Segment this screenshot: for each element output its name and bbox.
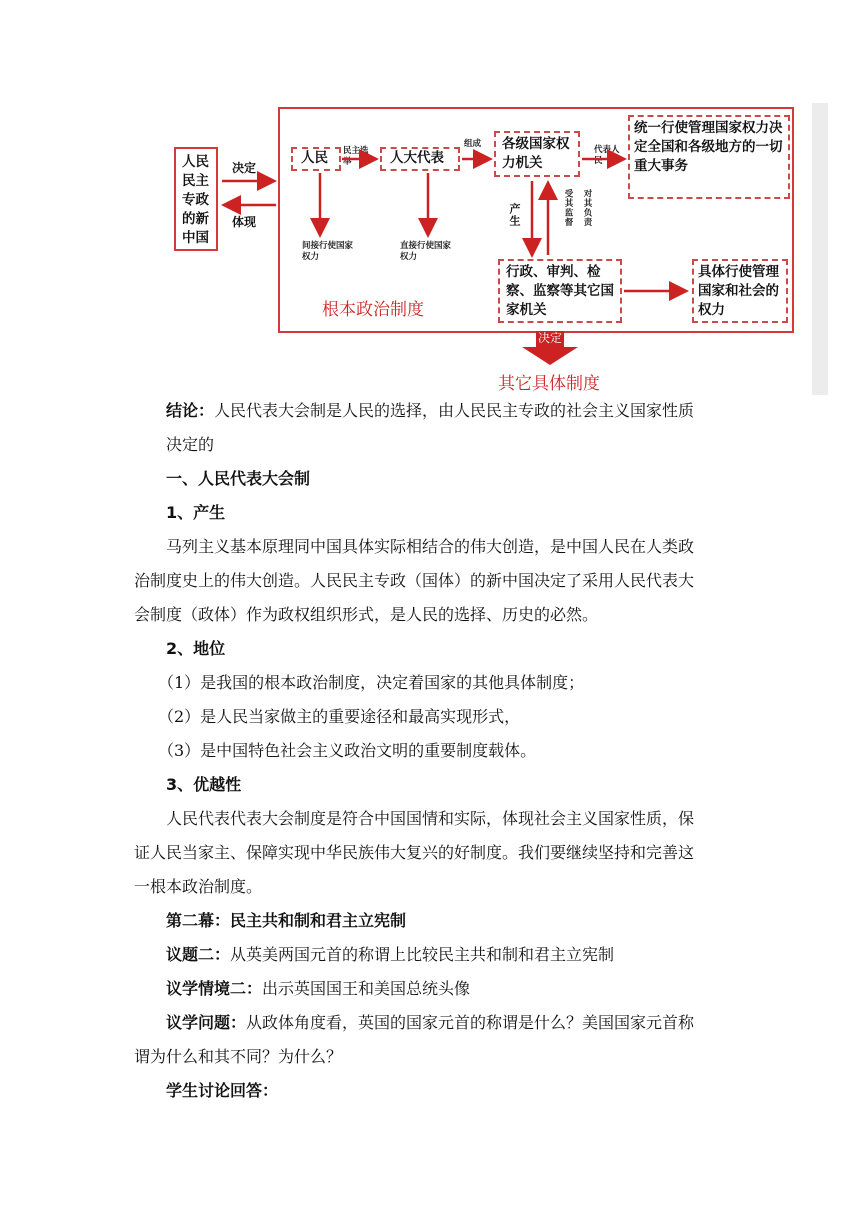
subheading-origin: 1、产生 <box>166 503 226 522</box>
question-label: 议学问题： <box>166 1013 247 1032</box>
responsible-label: 对其负责 <box>582 189 592 227</box>
superiority-para-line-1: 人民代表代表大会制度是符合中国国情和实际，体现社会主义国家性质，保 <box>166 809 695 828</box>
superiority-para-line-2: 证人民当家主、保障实现中华民族伟大复兴的好制度。我们要继续坚持和完善这 <box>134 843 695 862</box>
political-system-diagram <box>172 103 828 398</box>
situation-two-label: 议学情境二： <box>166 979 263 998</box>
produce-label: 产生 <box>508 203 521 227</box>
topic-two: 议题二：从英美两国元首的称谓上比较民主共和制和君主立宪制 <box>166 945 615 964</box>
discussion-heading: 学生讨论回答： <box>166 1081 279 1100</box>
supervise-label: 受其监督 <box>563 189 573 227</box>
status-item-3: （3）是中国特色社会主义政治文明的重要制度载体。 <box>158 741 537 760</box>
other-organs-box: 行政、审判、检察、监察等其它国家机关 <box>498 259 622 323</box>
fundamental-system-title: 根本政治制度 <box>322 300 424 320</box>
conclusion-line-2: 决定的 <box>166 435 215 454</box>
situation-two: 议学情境二：出示英国国王和美国总统头像 <box>166 979 471 998</box>
origin-para-line-2: 治制度史上的伟大创造。人民民主专政（国体）的新中国决定了采用人民代表大 <box>134 571 695 590</box>
status-item-1: （1）是我国的根本政治制度，决定着国家的其他具体制度； <box>158 673 585 692</box>
people-box: 人民 <box>291 147 341 171</box>
deputies-box: 人大代表 <box>380 147 460 171</box>
other-systems-title: 其它具体制度 <box>498 374 600 394</box>
embodies-label: 体现 <box>232 215 257 229</box>
act-two-heading: 第二幕：民主共和制和君主立宪制 <box>166 911 407 930</box>
elect-label: 民主选举 <box>343 146 369 167</box>
direct-power-label: 直接行使国家权力 <box>400 241 452 262</box>
status-item-2: （2）是人民当家做主的重要途径和最高实现形式， <box>158 707 521 726</box>
conclusion-line-1: 结论：人民代表大会制是人民的选择，由人民民主专政的社会主义国家性质 <box>166 401 695 420</box>
new-china-box: 人民民主专政的新中国 <box>174 147 218 251</box>
represent-label: 代表人民 <box>594 145 620 166</box>
specific-power-box: 具体行使管理国家和社会的权力 <box>692 259 788 323</box>
superiority-para-line-3: 一根本政治制度。 <box>134 877 263 896</box>
indirect-power-label: 间接行使国家权力 <box>302 241 354 262</box>
diagram-arrows <box>172 103 812 395</box>
origin-para-line-3: 会制度（政体）作为政权组织形式，是人民的选择、历史的必然。 <box>134 605 599 624</box>
subheading-superiority: 3、优越性 <box>166 775 242 794</box>
compose-label: 组成 <box>464 139 482 149</box>
question-line-1: 议学问题：从政体角度看，英国的国家元首的称谓是什么？美国国家元首称 <box>166 1013 695 1032</box>
decides-label: 决定 <box>232 161 257 175</box>
topic-two-label: 议题二： <box>166 945 231 964</box>
organs-box: 各级国家权力机关 <box>494 131 580 177</box>
subheading-status: 2、地位 <box>166 639 226 658</box>
scrollbar[interactable] <box>812 103 828 395</box>
origin-para-line-1: 马列主义基本原理同中国具体实际相结合的伟大创造，是中国人民在人类政 <box>166 537 695 556</box>
unified-power-box: 统一行使管理国家权力决定全国和各级地方的一切重大事务 <box>628 115 790 199</box>
conclusion-label: 结论： <box>166 401 215 420</box>
question-line-2: 谓为什么和其不同？为什么？ <box>134 1047 343 1066</box>
decide-arrow-label: 决定 <box>538 331 563 345</box>
section-heading-1: 一、人民代表大会制 <box>166 469 311 488</box>
